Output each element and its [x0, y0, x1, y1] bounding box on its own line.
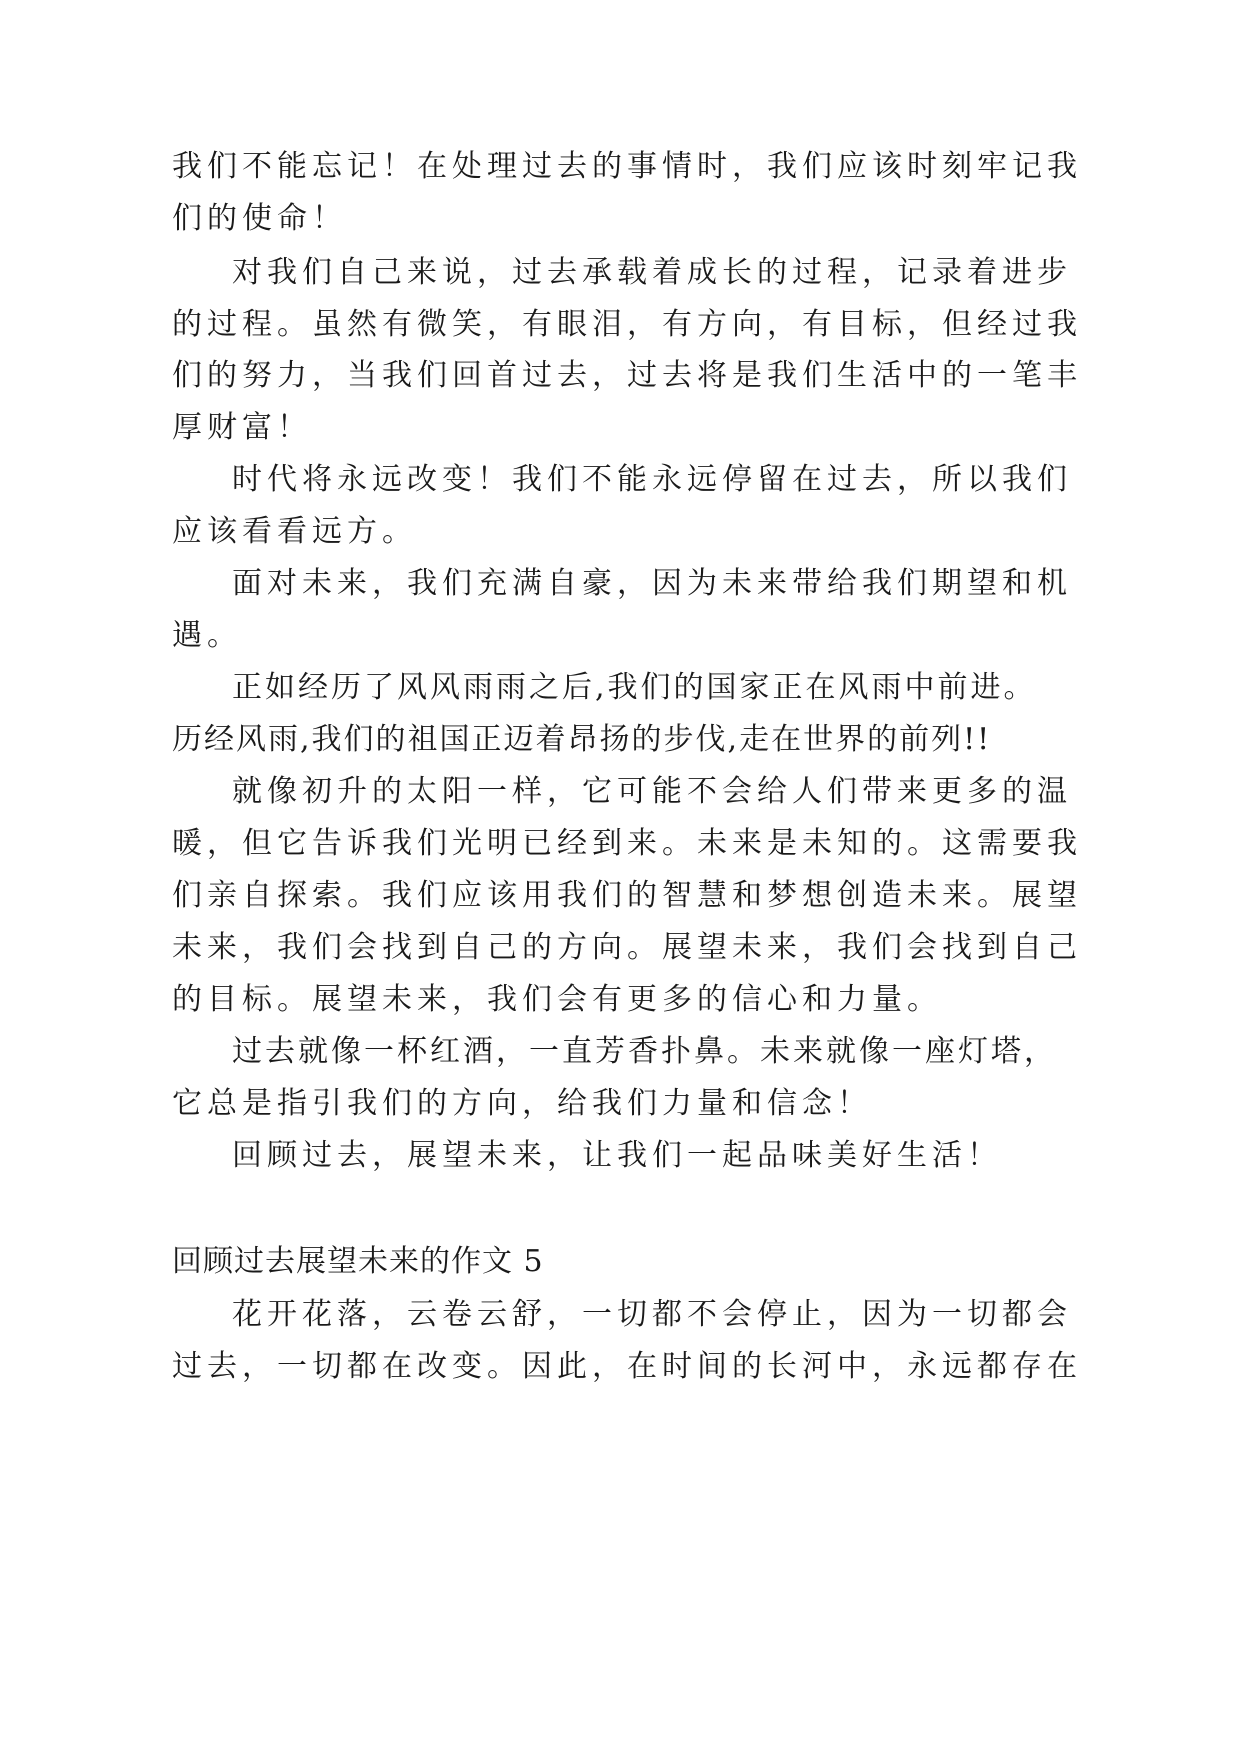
text-line: 的目标。展望未来，我们会有更多的信心和力量。 — [172, 982, 942, 1017]
paragraph-start-line: 过去就像一杯红酒，一直芳香扑鼻。未来就像一座灯塔， — [232, 1034, 1057, 1069]
text-line: 暖，但它告诉我们光明已经到来。未来是未知的。这需要我 — [172, 826, 1082, 861]
text-line: 们的使命！ — [172, 201, 347, 236]
text-line: 的过程。虽然有微笑，有眼泪，有方向，有目标，但经过我 — [172, 307, 1082, 342]
paragraph-start-line: 时代将永远改变！我们不能永远停留在过去，所以我们 — [232, 462, 1072, 497]
text-line: 厚财富！ — [172, 410, 312, 445]
paragraph-start-line: 正如经历了风风雨雨之后,我们的国家正在风雨中前进。 — [232, 670, 1037, 705]
paragraph-start-line: 花开花落，云卷云舒，一切都不会停止，因为一切都会 — [232, 1297, 1072, 1332]
paragraph-start-line: 回顾过去，展望未来，让我们一起品味美好生活！ — [232, 1138, 1002, 1173]
paragraph-start-line: 就像初升的太阳一样，它可能不会给人们带来更多的温 — [232, 774, 1072, 809]
text-line: 遇。 — [172, 618, 242, 653]
text-line: 过去，一切都在改变。因此，在时间的长河中，永远都存在 — [172, 1349, 1082, 1384]
section-title: 回顾过去展望未来的作文 5 — [172, 1244, 544, 1279]
paragraph-start-line: 对我们自己来说，过去承载着成长的过程，记录着进步 — [232, 255, 1072, 290]
text-line: 未来，我们会找到自己的方向。展望未来，我们会找到自己 — [172, 930, 1082, 965]
text-line: 历经风雨,我们的祖国正迈着昂扬的步伐,走在世界的前列!! — [172, 722, 992, 757]
paragraph-start-line: 面对未来，我们充满自豪，因为未来带给我们期望和机 — [232, 566, 1072, 601]
text-line: 它总是指引我们的方向，给我们力量和信念！ — [172, 1086, 872, 1121]
text-line: 我们不能忘记！在处理过去的事情时，我们应该时刻牢记我 — [172, 149, 1082, 184]
text-line: 们亲自探索。我们应该用我们的智慧和梦想创造未来。展望 — [172, 878, 1082, 913]
text-line: 们的努力，当我们回首过去，过去将是我们生活中的一笔丰 — [172, 358, 1082, 393]
text-line: 应该看看远方。 — [172, 514, 417, 549]
